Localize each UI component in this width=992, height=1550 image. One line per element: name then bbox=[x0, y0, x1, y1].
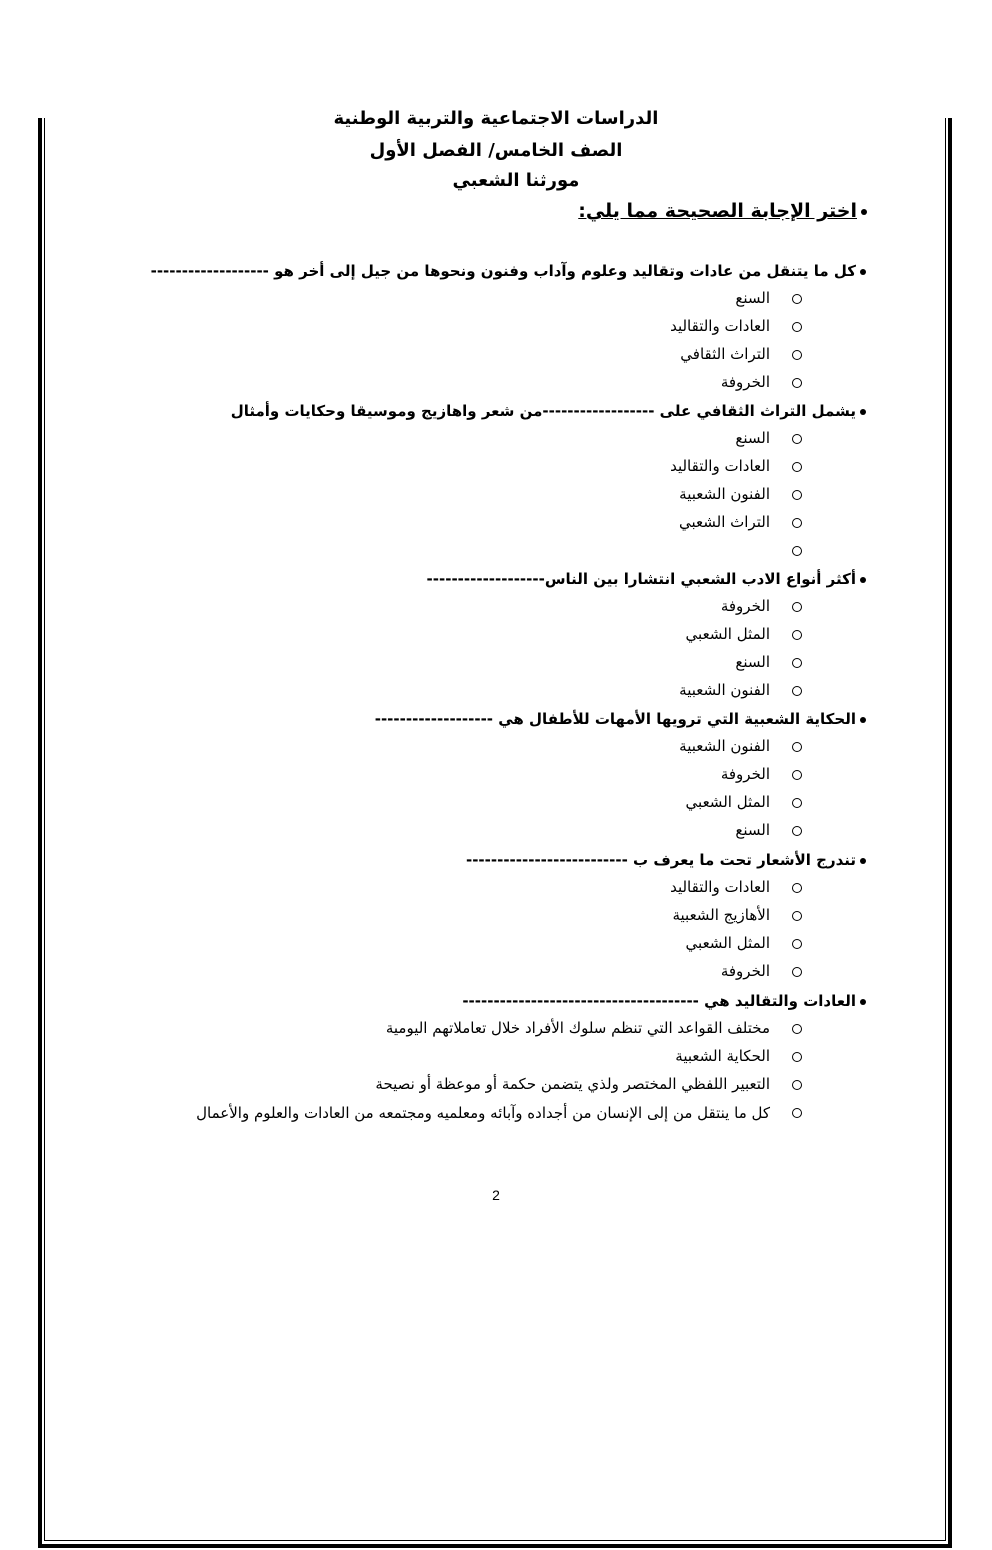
bullet-icon bbox=[860, 577, 866, 583]
question-5: تندرج الأشعار تحت ما يعرف ب -------------------------- bbox=[466, 851, 866, 869]
q6-option-3[interactable]: التعبير اللفظي المختصر ولذي يتضمن حكمة أو موعظة أو نصيحة bbox=[375, 1075, 802, 1093]
bullet-icon bbox=[860, 999, 866, 1005]
q6-option-2[interactable]: الحكاية الشعبية bbox=[675, 1047, 802, 1065]
radio-circle-icon bbox=[792, 1024, 802, 1034]
instruction: اختر الإجابة الصحيحة مما يلي: bbox=[578, 200, 867, 222]
frame-left-outer bbox=[38, 118, 42, 1548]
radio-circle-icon bbox=[792, 322, 802, 332]
q6-option-4[interactable]: كل ما ينتقل من إلى الإنسان من أجداده وآبائه ومعلميه ومجتمعه من العادات والعلوم والأعمال bbox=[182, 1099, 802, 1127]
q2-option-1[interactable]: السنع bbox=[735, 429, 802, 447]
frame-left-inner bbox=[44, 118, 45, 1541]
q4-option-3[interactable]: المثل الشعبي bbox=[686, 793, 802, 811]
q5-option-2[interactable]: الأهازيج الشعبية bbox=[672, 906, 802, 924]
radio-circle-icon bbox=[792, 434, 802, 444]
radio-circle-icon bbox=[792, 518, 802, 528]
radio-circle-icon bbox=[792, 658, 802, 668]
lesson-title: مورثنا الشعبي bbox=[452, 170, 580, 191]
radio-circle-icon bbox=[792, 462, 802, 472]
radio-circle-icon bbox=[792, 939, 802, 949]
q1-option-3[interactable]: التراث الثقافي bbox=[680, 345, 802, 363]
radio-circle-icon bbox=[792, 546, 802, 556]
page-frame bbox=[38, 118, 952, 1550]
bullet-icon bbox=[860, 409, 866, 415]
q3-option-2[interactable]: المثل الشعبي bbox=[686, 625, 802, 643]
radio-circle-icon bbox=[792, 630, 802, 640]
q5-option-4[interactable]: الخروفة bbox=[721, 962, 802, 980]
q3-option-4[interactable]: الفنون الشعبية bbox=[679, 681, 802, 699]
radio-circle-icon bbox=[792, 826, 802, 836]
bullet-icon bbox=[860, 858, 866, 864]
radio-circle-icon bbox=[792, 350, 802, 360]
q6-option-1[interactable]: مختلف القواعد التي تنظم سلوك الأفراد خلال تعاملاتهم اليومية bbox=[386, 1019, 802, 1037]
question-6: العادات والتقاليد هي -------------------------------------- bbox=[462, 992, 866, 1010]
bullet-icon bbox=[860, 717, 866, 723]
q2-option-2[interactable]: العادات والتقاليد bbox=[670, 457, 802, 475]
q1-option-4[interactable]: الخروفة bbox=[721, 373, 802, 391]
radio-circle-icon bbox=[792, 686, 802, 696]
q5-option-1[interactable]: العادات والتقاليد bbox=[670, 878, 802, 896]
radio-circle-icon bbox=[792, 1108, 802, 1118]
radio-circle-icon bbox=[792, 378, 802, 388]
q2-option-3[interactable]: الفنون الشعبية bbox=[679, 485, 802, 503]
frame-bottom-inner bbox=[44, 1540, 946, 1541]
radio-circle-icon bbox=[792, 1052, 802, 1062]
grade-term-title: الصف الخامس/ الفصل الأول bbox=[369, 140, 623, 161]
q2-option-5[interactable] bbox=[770, 541, 802, 559]
radio-circle-icon bbox=[792, 602, 802, 612]
page-number: 2 bbox=[492, 1187, 500, 1203]
q3-option-1[interactable]: الخروفة bbox=[721, 597, 802, 615]
q2-option-4[interactable]: التراث الشعبي bbox=[679, 513, 802, 531]
question-4: الحكاية الشعبية التي ترويها الأمهات للأطفال هي ------------------- bbox=[375, 710, 866, 728]
radio-circle-icon bbox=[792, 883, 802, 893]
radio-circle-icon bbox=[792, 1080, 802, 1090]
bullet-icon bbox=[861, 209, 867, 215]
radio-circle-icon bbox=[792, 742, 802, 752]
radio-circle-icon bbox=[792, 798, 802, 808]
bullet-icon bbox=[860, 269, 866, 275]
q4-option-4[interactable]: السنع bbox=[735, 821, 802, 839]
question-1: كل ما يتنقل من عادات وتقاليد وعلوم وآداب وفنون ونحوها من جيل إلى أخر هو ------------------- bbox=[151, 262, 866, 280]
radio-circle-icon bbox=[792, 967, 802, 977]
radio-circle-icon bbox=[792, 911, 802, 921]
frame-bottom-outer bbox=[38, 1544, 952, 1548]
question-3: أكثر أنواع الادب الشعبي انتشارا بين الناس------------------- bbox=[427, 570, 866, 588]
radio-circle-icon bbox=[792, 770, 802, 780]
frame-right-inner bbox=[945, 118, 946, 1541]
q5-option-3[interactable]: المثل الشعبي bbox=[686, 934, 802, 952]
q1-option-1[interactable]: السنع bbox=[735, 289, 802, 307]
q1-option-2[interactable]: العادات والتقاليد bbox=[670, 317, 802, 335]
q4-option-1[interactable]: الفنون الشعبية bbox=[679, 737, 802, 755]
radio-circle-icon bbox=[792, 490, 802, 500]
q3-option-3[interactable]: السنع bbox=[735, 653, 802, 671]
question-2: يشمل التراث الثقافي على ------------------من شعر واهازيج وموسيقا وحكايات وأمثال bbox=[231, 402, 866, 420]
radio-circle-icon bbox=[792, 294, 802, 304]
frame-right-outer bbox=[948, 118, 952, 1548]
subject-title: الدراسات الاجتماعية والتربية الوطنية bbox=[333, 108, 659, 129]
q4-option-2[interactable]: الخروفة bbox=[721, 765, 802, 783]
